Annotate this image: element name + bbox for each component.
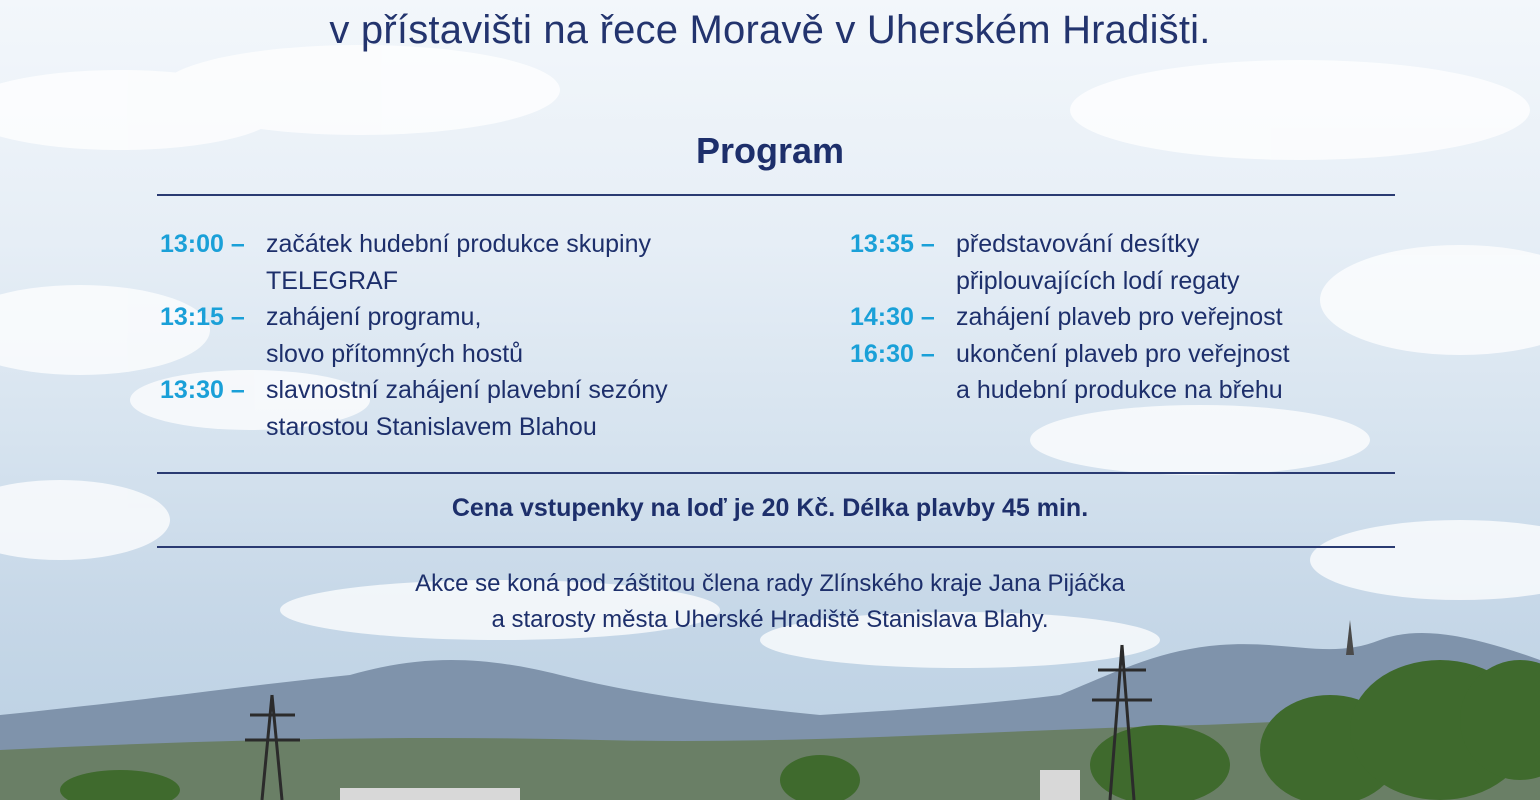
program-entry <box>160 372 800 445</box>
program-description: ukončení plaveb pro veřejnost a hudební produkce na břehu <box>956 339 1290 404</box>
program-description: představování desítky připlouvajících lodí regaty <box>956 230 1240 295</box>
program-entry <box>160 226 800 299</box>
program-description: začátek hudební produkce skupiny TELEGRAF <box>266 230 651 295</box>
program-time: 16:30 – <box>850 339 935 368</box>
program-time: 13:00 – <box>160 230 245 258</box>
divider-bottom <box>157 546 1395 548</box>
divider-middle <box>157 472 1395 474</box>
program-column-right <box>850 226 1390 409</box>
program-description: slavnostní zahájení plavební sezóny starostou Stanislavem Blahou <box>266 376 668 441</box>
event-headline: v přístavišti na řece Moravě v Uherském Hradišti. <box>329 8 1211 52</box>
program-entry <box>850 226 1390 299</box>
program-entry <box>160 299 800 372</box>
program-entry <box>850 336 1390 409</box>
program-time: 13:15 – <box>160 303 245 331</box>
program-time: 13:35 – <box>850 230 935 258</box>
ticket-price-note: Cena vstupenky na loď je 20 Kč. Délka plavby 45 min. <box>451 494 1089 522</box>
program-description: zahájení programu, slovo přítomných hostů <box>266 303 524 368</box>
program-column-left <box>160 226 800 445</box>
patronage-note: Akce se koná pod záštitou člena rady Zlínského kraje Jana Pijáčka a starosty města Uherské Hradiště Stanislava Blahy. <box>415 570 1125 633</box>
divider-top <box>157 194 1395 196</box>
program-time: 13:30 – <box>160 376 245 404</box>
program-entry <box>850 299 1390 336</box>
program-time: 14:30 – <box>850 303 935 331</box>
program-description: zahájení plaveb pro veřejnost <box>956 303 1283 331</box>
program-title: Program <box>695 130 845 171</box>
